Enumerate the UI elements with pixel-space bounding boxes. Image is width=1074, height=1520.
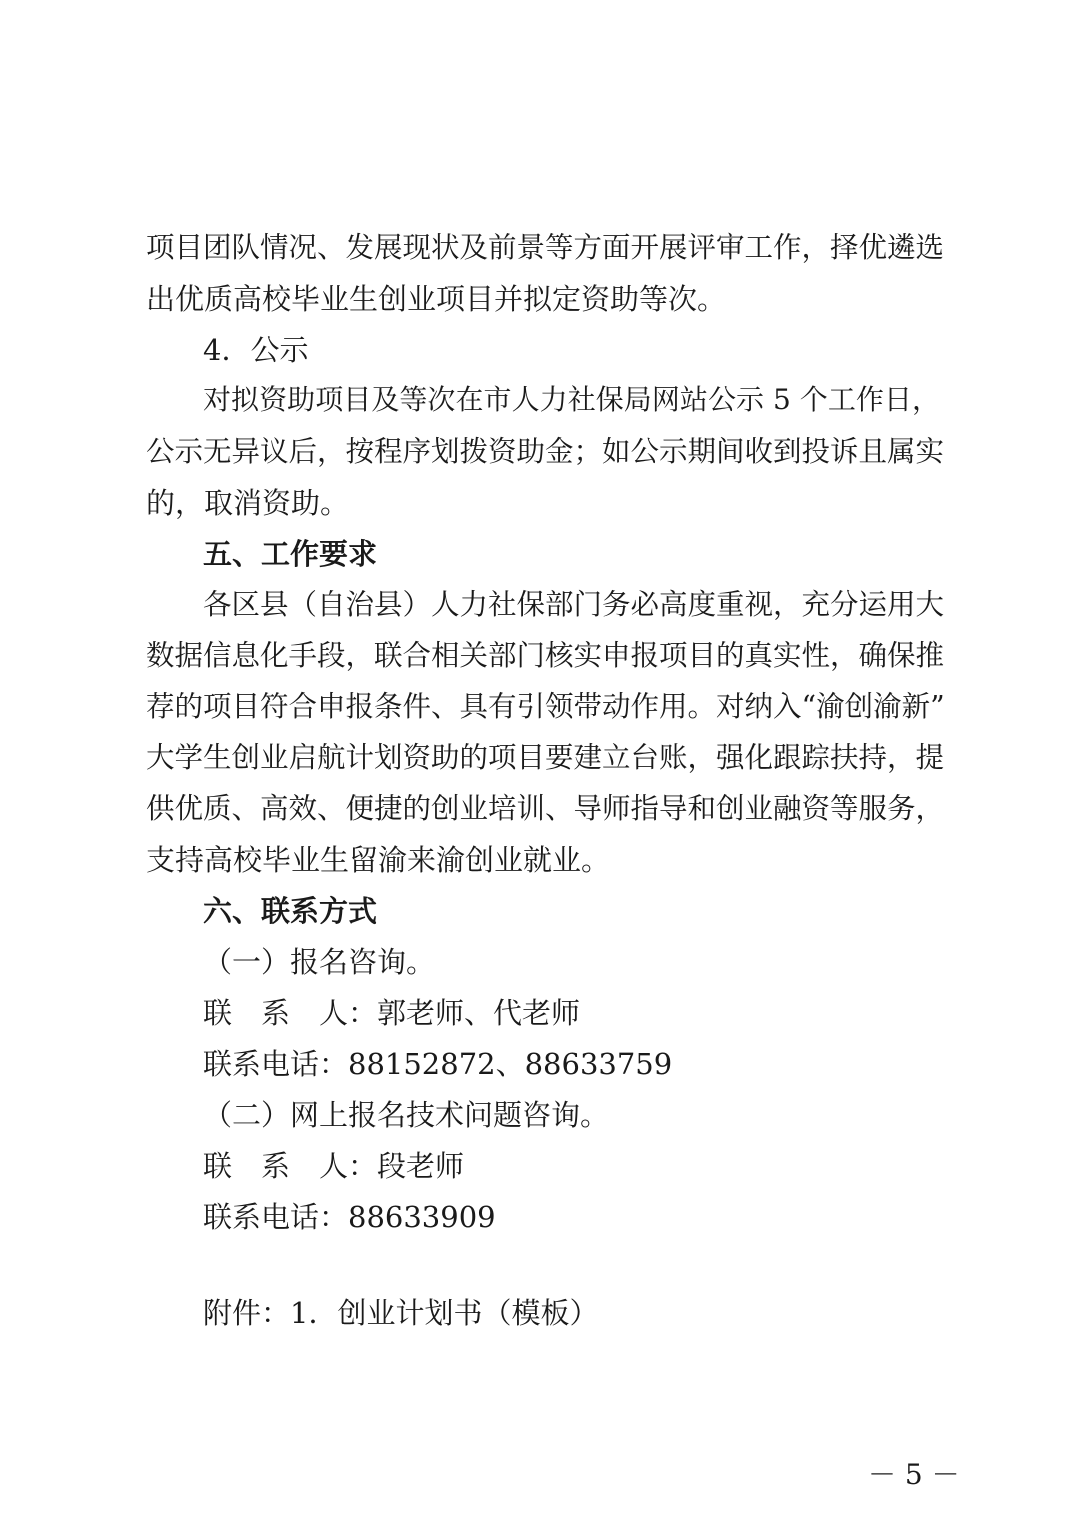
body-text-line: 大学生创业启航计划资助的项目要建立台账，强化跟踪扶持，提 bbox=[146, 740, 945, 774]
body-text-line: 的，取消资助。 bbox=[146, 486, 350, 520]
body-text-line: 出优质高校毕业生创业项目并拟定资助等次。 bbox=[146, 282, 727, 316]
section-heading: 六、联系方式 bbox=[203, 894, 378, 928]
body-text-line: 供优质、高效、便捷的创业培训、导师指导和创业融资等服务， bbox=[146, 791, 945, 825]
body-text-line: 对拟资助项目及等次在市人力社保局网站公示 5 个工作日， bbox=[203, 383, 940, 416]
body-text-line: 支持高校毕业生留渝来渝创业就业。 bbox=[146, 843, 611, 877]
contact-phone: 联系电话：88633909 bbox=[203, 1200, 496, 1234]
contact-phone: 联系电话：88152872、88633759 bbox=[203, 1047, 673, 1081]
attachment-line: 附件：1．创业计划书（模板） bbox=[203, 1296, 599, 1330]
body-text-line: 公示无异议后，按程序划拨资助金；如公示期间收到投诉且属实 bbox=[146, 434, 945, 468]
body-text-line: 各区县（自治县）人力社保部门务必高度重视，充分运用大 bbox=[203, 587, 945, 621]
page-number: － 5 － bbox=[868, 1458, 960, 1491]
body-text-line: 数据信息化手段，联合相关部门核实申报项目的真实性，确保推 bbox=[146, 638, 945, 672]
contact-person: 联 系 人：郭老师、代老师 bbox=[203, 996, 581, 1030]
subsection-heading: （二）网上报名技术问题咨询。 bbox=[203, 1098, 610, 1132]
body-text-line: 项目团队情况、发展现状及前景等方面开展评审工作，择优遴选 bbox=[146, 230, 945, 264]
section-heading: 五、工作要求 bbox=[203, 537, 378, 571]
subsection-heading: 4．公示 bbox=[203, 333, 309, 367]
subsection-heading: （一）报名咨询。 bbox=[203, 945, 436, 979]
body-text-line: 荐的项目符合申报条件、具有引领带动作用。对纳入“渝创渝新” bbox=[146, 689, 945, 723]
contact-person: 联 系 人：段老师 bbox=[203, 1149, 465, 1183]
